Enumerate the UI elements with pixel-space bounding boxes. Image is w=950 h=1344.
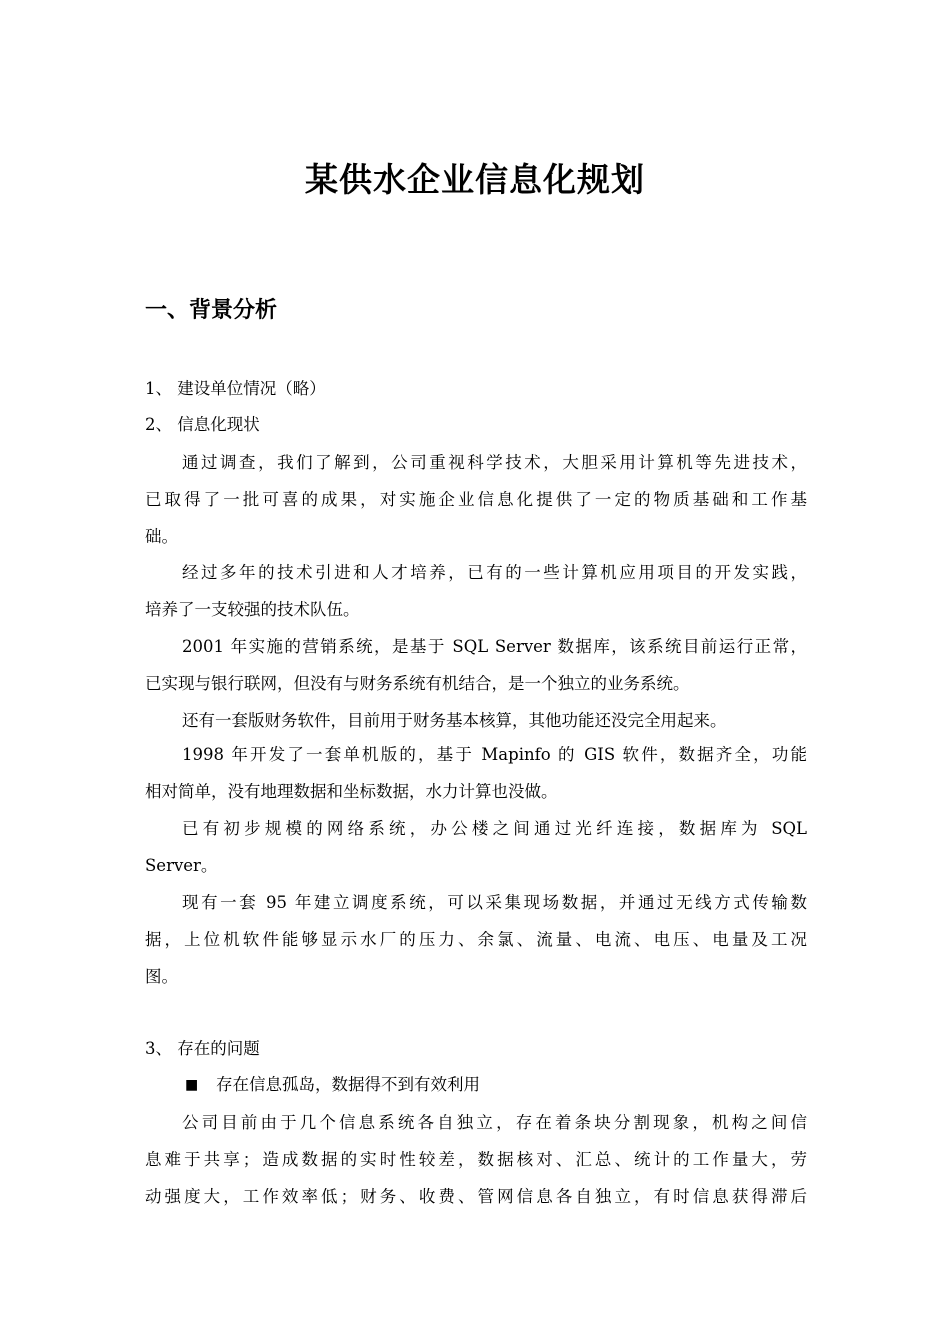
paragraph-line: 相对简单，没有地理数据和坐标数据，水力计算也没做。 <box>145 782 558 801</box>
list-item: 1、 建设单位情况（略） <box>145 379 326 398</box>
paragraph-line: 通过调查，我们了解到，公司重视科学技术，大胆采用计算机等先进技术， <box>182 453 807 472</box>
paragraph-line: 1998 年开发了一套单机版的，基于 Mapinfo 的 GIS 软件，数据齐全，功能 <box>182 745 807 764</box>
paragraph-line: 已实现与银行联网，但没有与财务系统有机结合，是一个独立的业务系统。 <box>145 674 690 693</box>
paragraph-line: 础。 <box>145 527 178 546</box>
list-item: 3、 存在的问题 <box>145 1039 260 1058</box>
paragraph-line: 2001 年实施的营销系统，是基于 SQL Server 数据库，该系统目前运行正常， <box>182 637 807 656</box>
paragraph-line: 公司目前由于几个信息系统各自独立，存在着条块分割现象，机构之间信 <box>182 1113 807 1132</box>
paragraph-line: 现有一套 95 年建立调度系统，可以采集现场数据，并通过无线方式传输数 <box>182 893 807 912</box>
paragraph-line: Server。 <box>145 856 218 875</box>
section-heading: 一、背景分析 <box>145 298 278 323</box>
document-title: 某供水企业信息化规划 <box>305 160 645 199</box>
paragraph-line: 已有初步规模的网络系统，办公楼之间通过光纤连接，数据库为 SQL <box>182 819 807 838</box>
bullet-square-icon: ■ <box>185 1077 199 1093</box>
list-item: 2、 信息化现状 <box>145 415 260 434</box>
paragraph-line: 还有一套版财务软件，目前用于财务基本核算，其他功能还没完全用起来。 <box>182 711 727 730</box>
paragraph-line: 息难于共享；造成数据的实时性较差，数据核对、汇总、统计的工作量大，劳 <box>145 1150 807 1169</box>
paragraph-line: 动强度大，工作效率低；财务、收费、管网信息各自独立，有时信息获得滞后 <box>145 1187 807 1206</box>
bullet-item: 存在信息孤岛，数据得不到有效利用 <box>216 1075 480 1094</box>
paragraph-line: 培养了一支较强的技术队伍。 <box>145 600 360 619</box>
paragraph-line: 经过多年的技术引进和人才培养，已有的一些计算机应用项目的开发实践， <box>182 563 807 582</box>
paragraph-line: 图。 <box>145 967 178 986</box>
paragraph-line: 已取得了一批可喜的成果，对实施企业信息化提供了一定的物质基础和工作基 <box>145 490 807 509</box>
paragraph-line: 据，上位机软件能够显示水厂的压力、余氯、流量、电流、电压、电量及工况 <box>145 930 807 949</box>
